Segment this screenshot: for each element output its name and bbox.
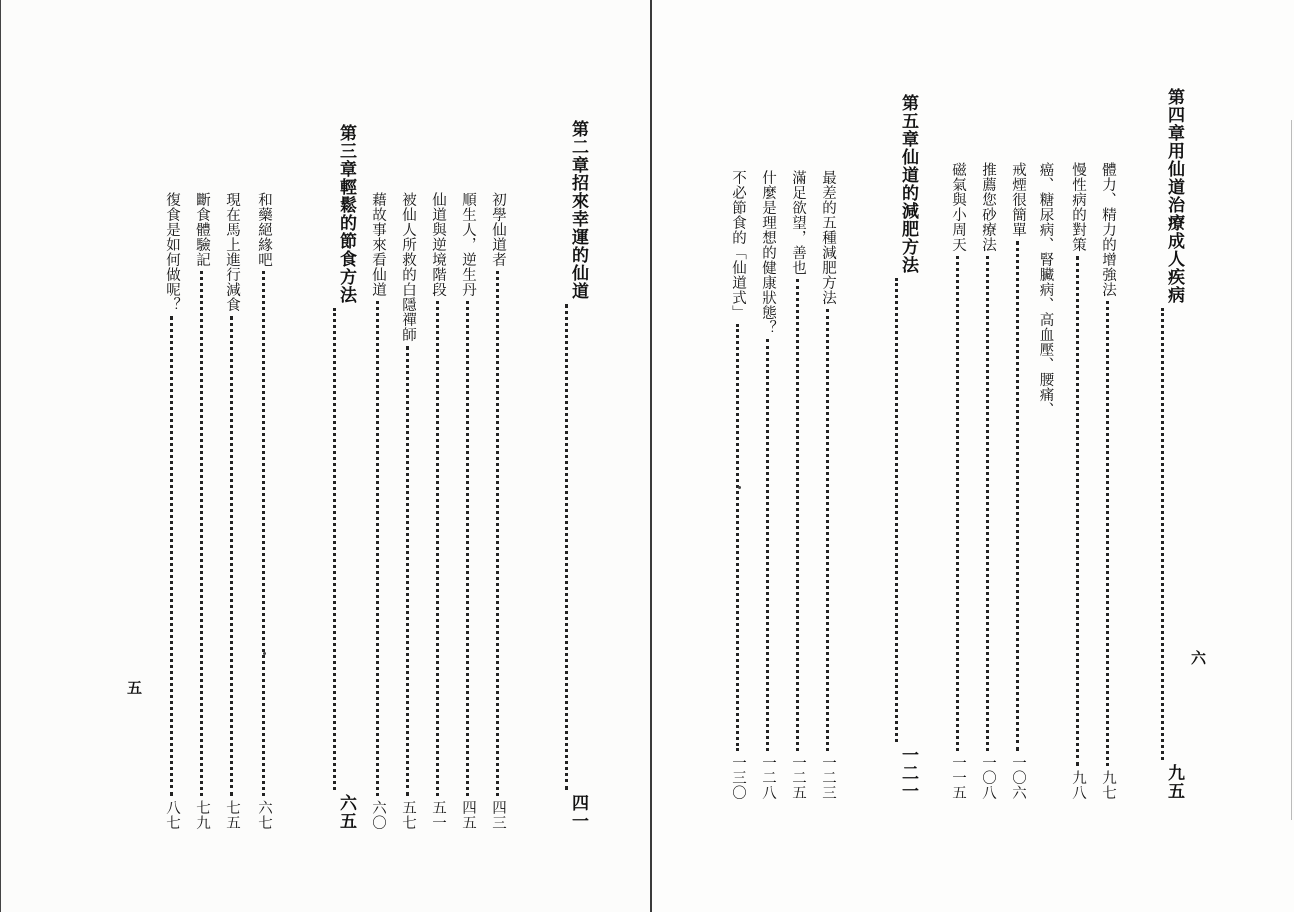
chapter-title: 仙道的減肥方法 [898, 148, 918, 274]
page-number: 一二八 [760, 755, 776, 800]
entry-title: 最差的五種減肥方法 [820, 170, 836, 305]
page-folio: 五 [125, 680, 143, 695]
leader-dots [406, 346, 411, 796]
leader-dots [1076, 256, 1081, 766]
entry-title: 斷食體驗記 [194, 192, 210, 267]
chapter-label: 第四章 [1164, 88, 1184, 142]
page-number: 六五 [336, 794, 356, 830]
toc-entry [458, 192, 479, 830]
leader-dots [170, 316, 175, 796]
entry-title: 什麼是理想的健康狀態？ [760, 170, 776, 335]
toc-entry [162, 192, 183, 830]
toc-entry [728, 170, 749, 800]
chapter-5-heading [874, 94, 921, 800]
entry-title: 現在馬上進行減食 [224, 192, 240, 312]
page-number: 一一五 [950, 755, 966, 800]
entry-title: 被仙人所救的白隱禪師 [400, 192, 416, 342]
page-number: 九五 [1164, 764, 1184, 800]
chapter-3-heading [312, 124, 359, 830]
page-number: 九七 [1100, 770, 1116, 800]
leader-dots [895, 278, 900, 742]
page-number: 八七 [164, 800, 180, 830]
entry-title: 順生人，逆生丹 [460, 192, 476, 297]
toc-entry [948, 162, 969, 800]
page-number: 一二五 [790, 755, 806, 800]
page-number: 一〇八 [980, 755, 996, 800]
toc-entry [1098, 162, 1119, 800]
toc-entry-continued: 癌、糖尿病、腎臟病、高血壓、腰痛、 [1037, 162, 1054, 417]
toc-entry [368, 192, 389, 830]
chapter-title: 輕鬆的節食方法 [336, 178, 356, 304]
leader-dots [1161, 308, 1166, 760]
leader-dots [333, 308, 338, 790]
print-speck [263, 652, 266, 655]
page-number: 一二三 [820, 755, 836, 800]
toc-entry [1068, 162, 1089, 800]
entry-title: 推薦您砂療法 [980, 162, 996, 252]
leader-dots [986, 256, 991, 751]
entry-title: 藉故事來看仙道 [370, 192, 386, 297]
toc-entry [788, 170, 809, 800]
page-number: 一〇六 [1010, 755, 1026, 800]
toc-entry [192, 192, 213, 830]
toc-entry [978, 162, 999, 800]
entry-title: 滿足欲望，善也 [790, 170, 806, 275]
page-number: 六〇 [370, 800, 386, 830]
leader-dots [956, 256, 961, 751]
chapter-4-heading [1140, 88, 1187, 800]
page-number: 七五 [224, 800, 240, 830]
toc-entry [254, 192, 275, 830]
page-number: 五七 [400, 800, 416, 830]
page-number: 七九 [194, 800, 210, 830]
leader-dots [766, 339, 771, 751]
leader-dots [496, 271, 501, 796]
page-number: 四三 [490, 800, 506, 830]
toc-entry [222, 192, 243, 830]
toc-entry [398, 192, 419, 830]
leader-dots [796, 279, 801, 751]
entry-title: 慢性病的對策 [1070, 162, 1086, 252]
entry-title: 和藥絕緣吧 [256, 192, 272, 267]
leader-dots [376, 301, 381, 796]
toc-entry [758, 170, 779, 800]
leader-dots [436, 301, 441, 796]
chapter-label: 第五章 [898, 94, 918, 148]
leader-dots [200, 271, 205, 796]
leader-dots [565, 304, 570, 790]
leader-dots [1016, 241, 1021, 751]
page-number: 四一 [568, 794, 588, 830]
leader-dots [230, 316, 235, 796]
leader-dots [826, 309, 831, 751]
toc-entry [488, 192, 509, 830]
entry-title: 戒煙很簡單 [1010, 162, 1026, 237]
leader-dots [1106, 301, 1111, 766]
print-speck [738, 486, 741, 489]
leader-dots [736, 324, 741, 751]
leader-dots [262, 271, 267, 796]
page-number: 四五 [460, 800, 476, 830]
chapter-label: 第二章 [568, 120, 588, 174]
page-edge-right [1291, 120, 1292, 820]
page-edge-left [0, 0, 1, 912]
chapter-title: 用仙道治療成人疾病 [1164, 142, 1184, 304]
entry-title: 仙道與逆境階段 [430, 192, 446, 297]
toc-entry [818, 170, 839, 800]
page-number: 一三〇 [730, 755, 746, 800]
page-number: 六七 [256, 800, 272, 830]
entry-title: 體力、精力的增強法 [1100, 162, 1116, 297]
toc-entry [428, 192, 449, 830]
entry-title: 磁氣與小周天 [950, 162, 966, 252]
leader-dots [466, 301, 471, 796]
page-number: 一二一 [898, 746, 918, 800]
entry-title: 不必節食的「仙道式」 [730, 170, 746, 320]
page-number: 九八 [1070, 770, 1086, 800]
chapter-title: 招來幸運的仙道 [568, 174, 588, 300]
right-page [652, 0, 1294, 912]
toc-entry [1008, 162, 1029, 800]
page-folio: 六 [1189, 650, 1207, 665]
page-number: 五一 [430, 800, 446, 830]
entry-title: 復食是如何做呢？ [164, 192, 180, 312]
chapter-2-heading [544, 120, 591, 830]
entry-title: 初學仙道者 [490, 192, 506, 267]
chapter-label: 第三章 [336, 124, 356, 178]
